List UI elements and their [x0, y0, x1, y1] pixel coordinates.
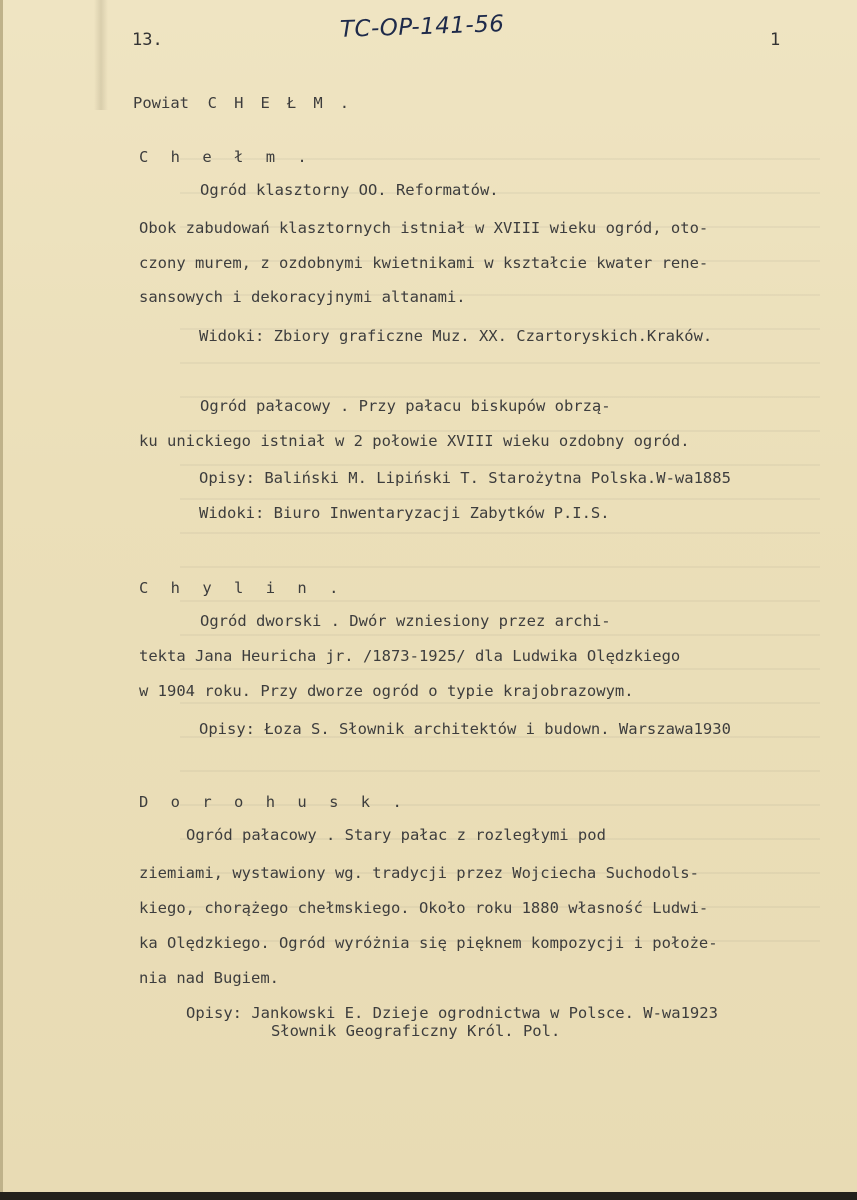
paper-edge [0, 0, 3, 1200]
paper-fold-mark [94, 0, 108, 110]
entry-text: czony murem, z ozdobnymi kwietnikami w kształcie kwater rene- [139, 254, 709, 272]
entry-title: Ogród klasztorny OO. Reformatów. [200, 181, 499, 199]
entry-reference: Opisy: Baliński M. Lipiński T. Starożytna Polska.W-wa1885 [199, 469, 731, 487]
entry-text: nia nad Bugiem. [139, 969, 279, 987]
place-heading-dorohusk: D o r o h u s k . [139, 793, 409, 811]
place-heading-chelm: C h e ł m . [139, 148, 314, 166]
entry-reference: Widoki: Biuro Inwentaryzacji Zabytków P.I.S. [199, 504, 610, 522]
entry-text: tekta Jana Heuricha jr. /1873-1925/ dla Ludwika Olędzkiego [139, 647, 681, 665]
scan-border [0, 1192, 857, 1200]
entry-reference: Opisy: Jankowski E. Dzieje ogrodnictwa w Polsce. W-wa1923 [186, 1004, 718, 1022]
entry-reference: Widoki: Zbiory graficzne Muz. XX. Czartoryskich.Kraków. [199, 327, 713, 345]
entry-title: Ogród pałacowy . Przy pałacu biskupów obrzą- [200, 397, 611, 415]
entry-text: sansowych i dekoracyjnymi altanami. [139, 288, 466, 306]
entry-title: Ogród pałacowy . Stary pałac z rozległymi pod [186, 826, 606, 844]
place-heading-chylin: C h y l i n . [139, 579, 345, 597]
entry-reference: Słownik Geograficzny Król. Pol. [271, 1022, 561, 1040]
entry-text: ka Olędzkiego. Ogród wyróżnia się pięknem kompozycji i położe- [139, 934, 718, 952]
powiat-heading [133, 94, 353, 112]
powiat-name: C H E Ł M . [207, 94, 353, 112]
entry-text: ku unickiego istniał w 2 połowie XVIII wieku ozdobny ogród. [139, 432, 690, 450]
entry-text: w 1904 roku. Przy dworze ogród o typie krajobrazowym. [139, 682, 634, 700]
entry-text: kiego, chorążego chełmskiego. Około roku 1880 własność Ludwi- [139, 899, 709, 917]
section-number: 13. [132, 30, 163, 50]
handwritten-reference: TC-OP-141-56 [339, 11, 505, 43]
page-number: 1 [770, 30, 781, 50]
entry-text: ziemiami, wystawiony wg. tradycji przez Wojciecha Suchodols- [139, 864, 699, 882]
entry-title: Ogród dworski . Dwór wzniesiony przez archi- [200, 612, 611, 630]
entry-reference: Opisy: Łoza S. Słownik architektów i budown. Warszawa1930 [199, 720, 731, 738]
entry-text: Obok zabudowań klasztornych istniał w XVIII wieku ogród, oto- [139, 219, 709, 237]
powiat-label: Powiat [133, 94, 189, 112]
